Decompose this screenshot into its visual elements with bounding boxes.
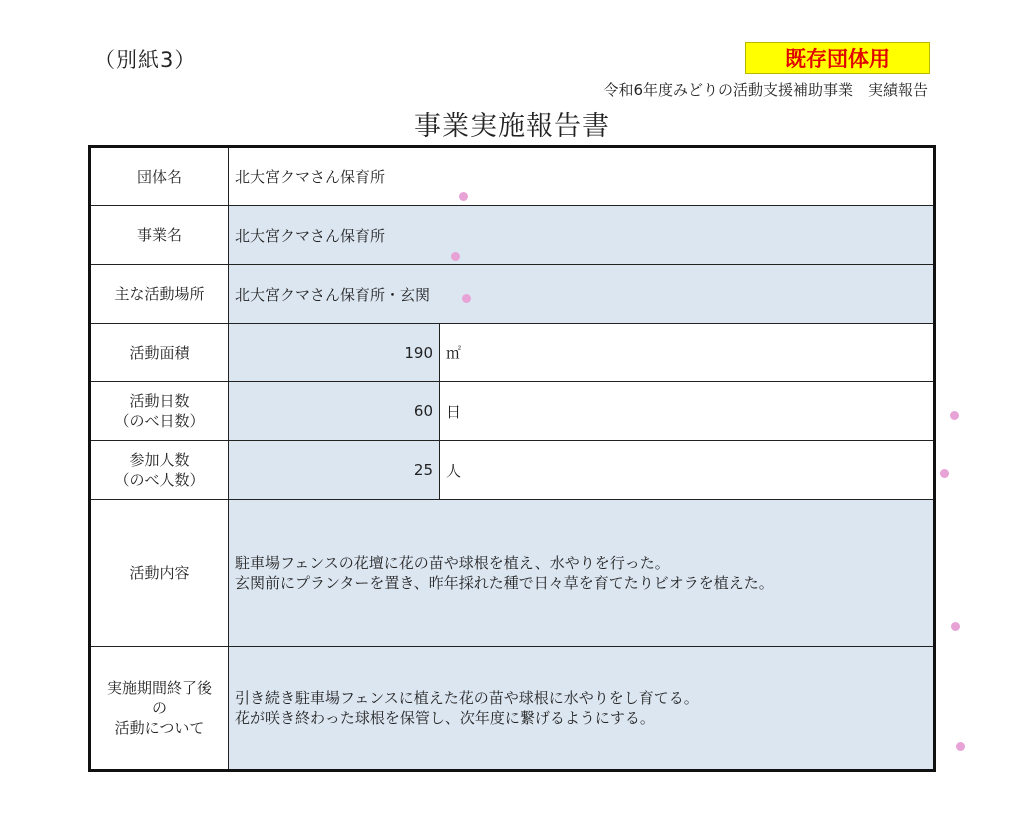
marker-dot [950, 411, 959, 420]
attachment-label: （別紙3） [94, 48, 197, 72]
table-row-project-name [90, 206, 935, 265]
days-value[interactable]: 60 [229, 382, 440, 441]
table-row-participants [90, 441, 935, 500]
content-line2: 玄関前にプランターを置き、昨年採れた種で日々草を育てたりビオラを植えた。 [235, 574, 774, 592]
days-unit: 日 [440, 382, 935, 441]
project-name-value[interactable]: 北大宮クマさん保育所 [229, 206, 935, 265]
table-row-after [90, 647, 935, 771]
report-table [88, 145, 936, 772]
content-label: 活動内容 [90, 500, 229, 647]
days-label-line1: 活動日数 [129, 392, 190, 410]
group-name-value[interactable]: 北大宮クマさん保育所 [229, 147, 935, 206]
days-label [90, 382, 229, 441]
after-value[interactable] [229, 647, 935, 771]
after-label [90, 647, 229, 771]
days-label-line2: （のべ日数） [114, 412, 205, 430]
marker-dot [956, 742, 965, 751]
location-value[interactable]: 北大宮クマさん保育所・玄関 [229, 265, 935, 324]
project-name-label: 事業名 [90, 206, 229, 265]
table-row-group-name [90, 147, 935, 206]
marker-dot [459, 192, 468, 201]
group-name-label: 団体名 [90, 147, 229, 206]
after-label-line3: 活動について [114, 719, 205, 737]
participants-label-line2: （のべ人数） [114, 471, 205, 489]
report-subtitle: 令和6年度みどりの活動支援補助事業 実績報告 [603, 81, 928, 99]
content-value[interactable] [229, 500, 935, 647]
participants-label [90, 441, 229, 500]
table-row-area [90, 324, 935, 382]
existing-group-badge: 既存団体用 [745, 42, 930, 74]
table-row-content [90, 500, 935, 647]
location-label: 主な活動場所 [90, 265, 229, 324]
area-value[interactable]: 190 [229, 324, 440, 382]
marker-dot [951, 622, 960, 631]
participants-value[interactable]: 25 [229, 441, 440, 500]
content-line1: 駐車場フェンスの花壇に花の苗や球根を植え、水やりを行った。 [235, 554, 670, 572]
marker-dot [462, 294, 471, 303]
marker-dot [940, 469, 949, 478]
after-line2: 花が咲き終わった球根を保管し、次年度に繋げるようにする。 [235, 709, 655, 727]
participants-unit: 人 [440, 441, 935, 500]
area-unit: ㎡ [440, 324, 935, 382]
area-label: 活動面積 [90, 324, 229, 382]
page-title: 事業実施報告書 [414, 111, 610, 142]
participants-label-line1: 参加人数 [129, 451, 190, 469]
table-row-location [90, 265, 935, 324]
marker-dot [451, 252, 460, 261]
after-label-line2: の [151, 699, 167, 717]
table-row-days [90, 382, 935, 441]
after-label-line1: 実施期間終了後 [106, 679, 212, 697]
after-line1: 引き続き駐車場フェンスに植えた花の苗や球根に水やりをし育てる。 [235, 689, 699, 707]
